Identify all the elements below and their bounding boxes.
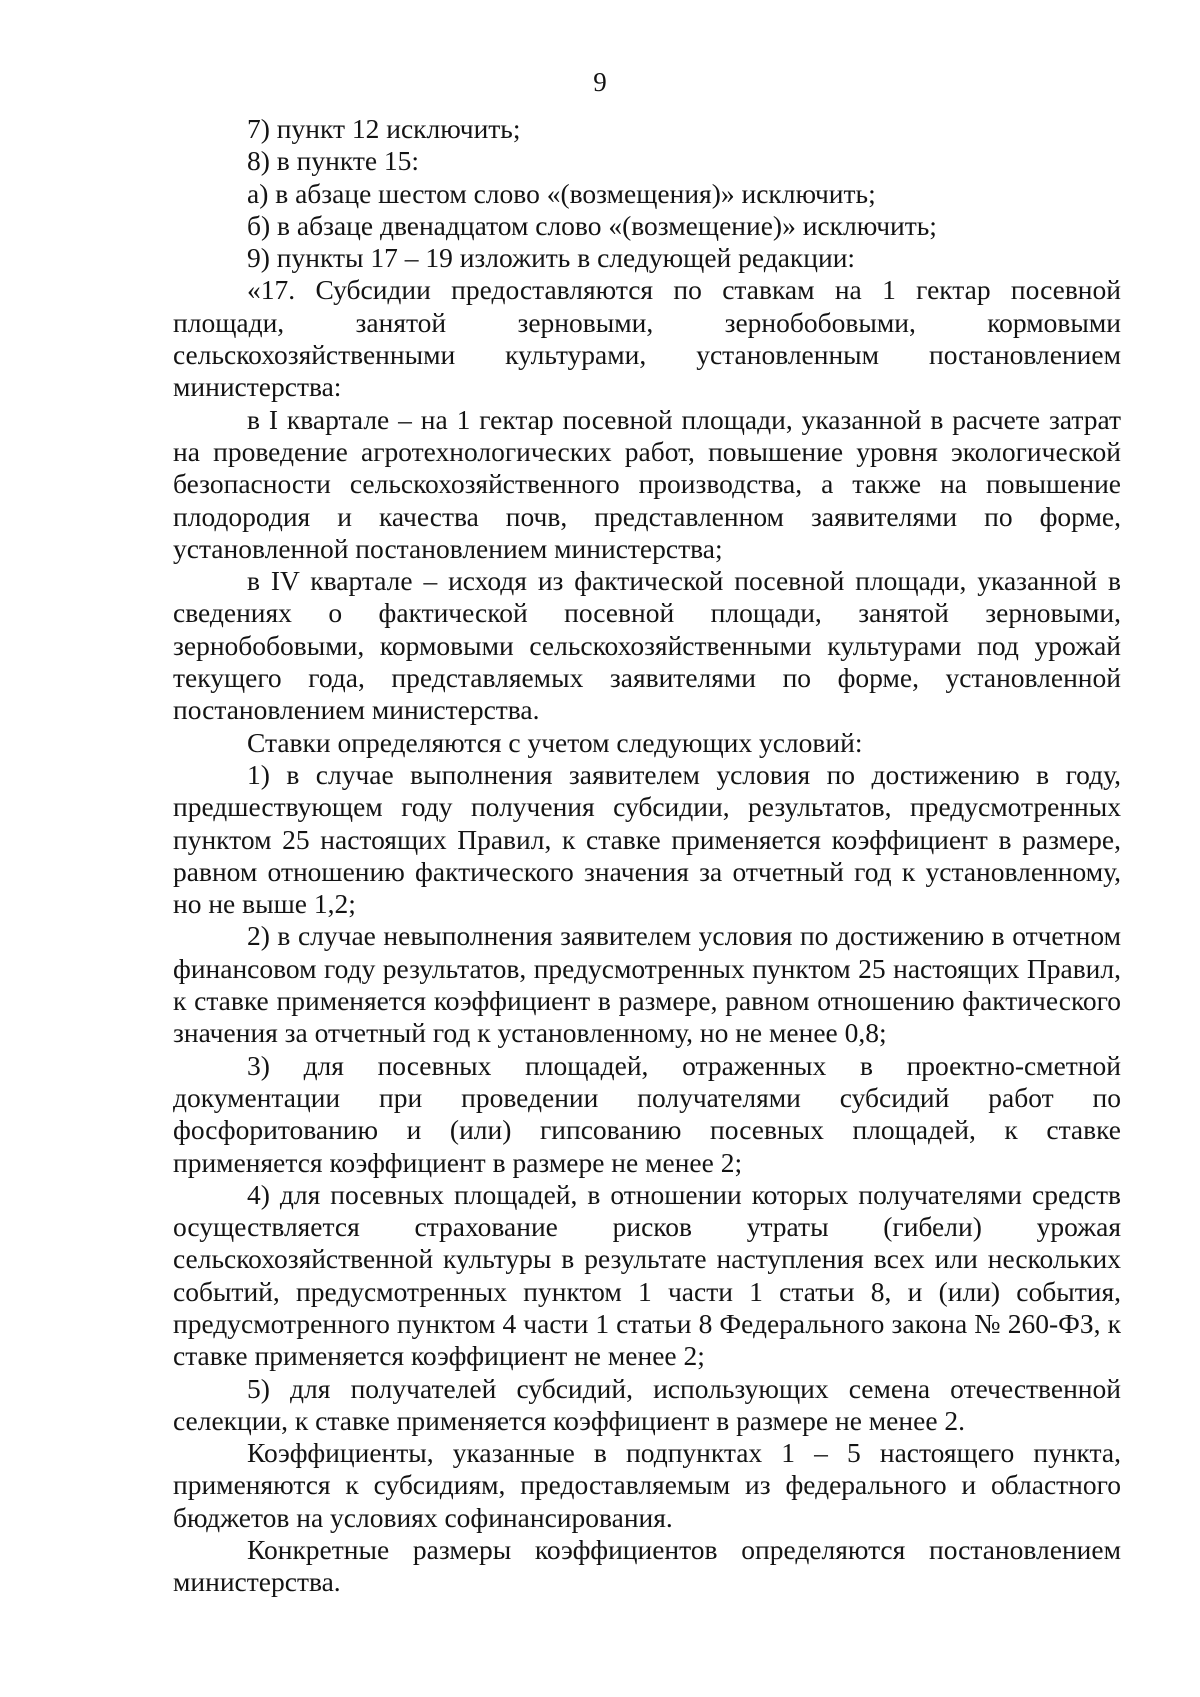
document-body — [173, 113, 1121, 1599]
paragraph-rates-conditions: Ставки определяются с учетом следующих условий: — [247, 726, 863, 758]
paragraph-subitem-a: а) в абзаце шестом слово «(возмещения)» исключить; — [247, 177, 876, 209]
paragraph-item-7: 7) пункт 12 исключить; — [247, 113, 521, 144]
paragraph-coefficient-sizes: Конкретные размеры коэффициентов определяются постановлением министерства. — [173, 1534, 1121, 1598]
paragraph-coefficients: Коэффициенты, указанные в подпунктах 1 – 5 настоящего пункта, применяются к субсидиям, предоставляемым из федерального и областного бюджетов на условиях софинансирования. — [173, 1437, 1121, 1533]
paragraph-condition-5: 5) для получателей субсидий, использующих семена отечественной селекции, к ставке применяется коэффициент в размере не менее 2. — [173, 1372, 1121, 1436]
paragraph-fourth-quarter: в IV квартале – исходя из фактической посевной площади, указанной в сведениях о фактической посевной площади, занятой зерновыми, зернобобовыми, кормовыми сельскохозяйственными культурами под урожай текущего года, представляемых заявителями по форме, установленной постановлением министерства. — [173, 565, 1121, 726]
paragraph-condition-4: 4) для посевных площадей, в отношении которых получателями средств осуществляется страхование рисков утраты (гибели) урожая сельскохозяйственной культуры в результате наступления всех или нескольких событий, предусмотренных пунктом 1 части 1 статьи 8, и (или) события, предусмотренного пунктом 4 части 1 статьи 8 Федерального закона № 260-ФЗ, к ставке применяется коэффициент не менее 2; — [173, 1178, 1121, 1372]
paragraph-subitem-b: б) в абзаце двенадцатом слово «(возмещение)» исключить; — [247, 209, 937, 241]
paragraph-item-8: 8) в пункте 15: — [247, 145, 420, 177]
paragraph-condition-2: 2) в случае невыполнения заявителем условия по достижению в отчетном финансовом году результатов, предусмотренных пунктом 25 настоящих Правил, к ставке применяется коэффициент в размере, равном отношению фактического значения за отчетный год к установленному, но не менее 0,8; — [173, 920, 1121, 1049]
paragraph-clause-17: «17. Субсидии предоставляются по ставкам на 1 гектар посевной площади, занятой зерновыми, зернобобовыми, кормовыми сельскохозяйственными культурами, установленным постановлением министерства: — [173, 274, 1121, 403]
paragraph-condition-3: 3) для посевных площадей, отраженных в проектно-сметной документации при проведении получателями субсидий работ по фосфоритованию и (или) гипсованию посевных площадей, к ставке применяется коэффициент в размере не менее 2; — [173, 1049, 1121, 1178]
paragraph-first-quarter: в I квартале – на 1 гектар посевной площади, указанной в расчете затрат на проведение агротехнологических работ, повышение уровня экологической безопасности сельскохозяйственного производства, а также на повышение плодородия и качества почв, представленном заявителями по форме, установленной постановлением министерства; — [173, 403, 1121, 564]
page-number: 9 — [593, 67, 607, 97]
paragraph-condition-1: 1) в случае выполнения заявителем условия по достижению в году, предшествующем году получения субсидии, результатов, предусмотренных пунктом 25 настоящих Правил, к ставке применяется коэффициент в размере, равном отношению фактического значения за отчетный год к установленному, но не выше 1,2; — [173, 758, 1121, 920]
paragraph-item-9: 9) пункты 17 – 19 изложить в следующей редакции: — [247, 242, 856, 274]
